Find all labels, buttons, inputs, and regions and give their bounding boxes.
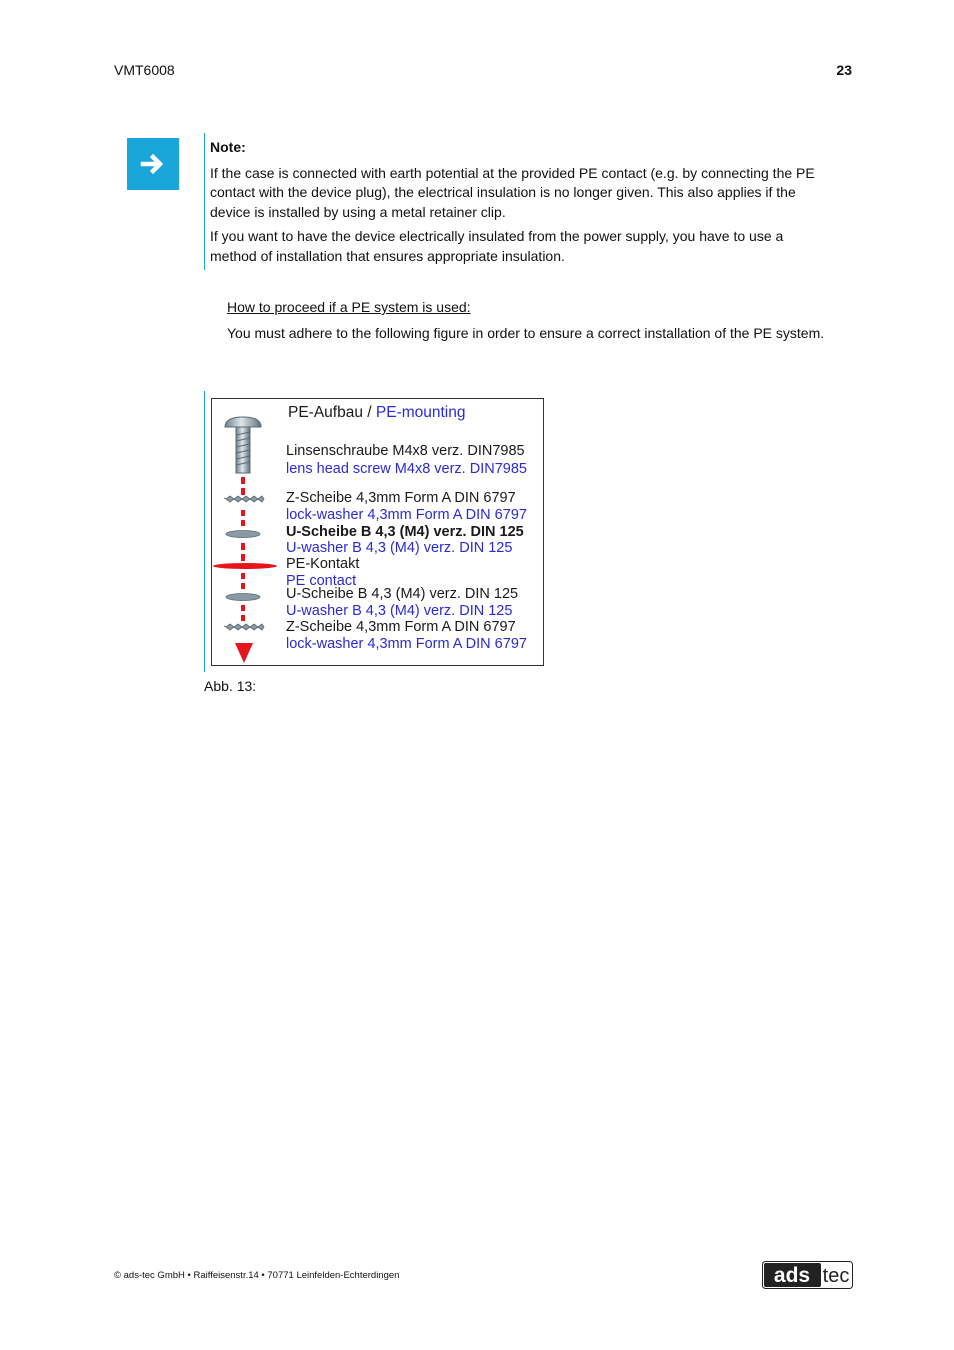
- page-number: 23: [836, 62, 852, 78]
- pe-mounting-figure: [211, 398, 544, 666]
- item-de: U-Scheibe B 4,3 (M4) verz. DIN 125: [286, 586, 519, 602]
- item-en: lock-washer 4,3mm Form A DIN 6797: [286, 507, 527, 523]
- item-de: Z-Scheibe 4,3mm Form A DIN 6797: [286, 619, 516, 635]
- figure-caption: Abb. 13:: [204, 678, 257, 694]
- figure-title-separator: /: [362, 404, 376, 421]
- section-body: You must adhere to the following figure in order to ensure a correct installation of the PE system.: [227, 325, 825, 341]
- item-en: U-washer B 4,3 (M4) verz. DIN 125: [286, 603, 513, 619]
- note-box: [210, 138, 820, 271]
- item-de: Z-Scheibe 4,3mm Form A DIN 6797: [286, 490, 516, 506]
- item-de: U-Scheibe B 4,3 (M4) verz. DIN 125: [286, 524, 524, 540]
- note-title: Note:: [210, 139, 246, 155]
- note-paragraph-1: If the case is connected with earth potential at the provided PE contact (e.g. by connecting the PE contact with the device plug), the electrical insulation is no longer given. This also applies if the device is installed by using a metal retainer clip.: [210, 164, 815, 220]
- figure-title-en: PE-mounting: [375, 404, 466, 421]
- arrow-right-icon: [127, 138, 179, 190]
- note-divider: [204, 133, 205, 270]
- item-en: U-washer B 4,3 (M4) verz. DIN 125: [286, 540, 513, 556]
- item-en: lens head screw M4x8 verz. DIN7985: [286, 461, 527, 477]
- item-de: PE-Kontakt: [286, 556, 360, 572]
- screw-assembly-illustration: [212, 399, 286, 665]
- footer-address: © ads-tec GmbH • Raiffeisenstr.14 • 70771 Leinfelden-Echterdingen: [114, 1270, 400, 1281]
- item-de: Linsenschraube M4x8 verz. DIN7985: [286, 443, 525, 459]
- note-paragraph-2: If you want to have the device electrically insulated from the power supply, you have to use a method of installation that ensures appropriate insulation.: [210, 228, 784, 264]
- figure-title-de: PE-Aufbau: [288, 404, 363, 421]
- section-heading: How to proceed if a PE system is used:: [227, 299, 471, 315]
- logo-text-left: ads: [773, 1264, 811, 1287]
- item-en: PE contact: [286, 573, 357, 589]
- logo-text-right: tec: [822, 1265, 850, 1287]
- item-en: lock-washer 4,3mm Form A DIN 6797: [286, 636, 527, 652]
- document-title: VMT6008: [114, 62, 175, 78]
- figure-title: [288, 404, 466, 421]
- figure-divider: [204, 391, 205, 672]
- ads-tec-logo: [762, 1261, 853, 1289]
